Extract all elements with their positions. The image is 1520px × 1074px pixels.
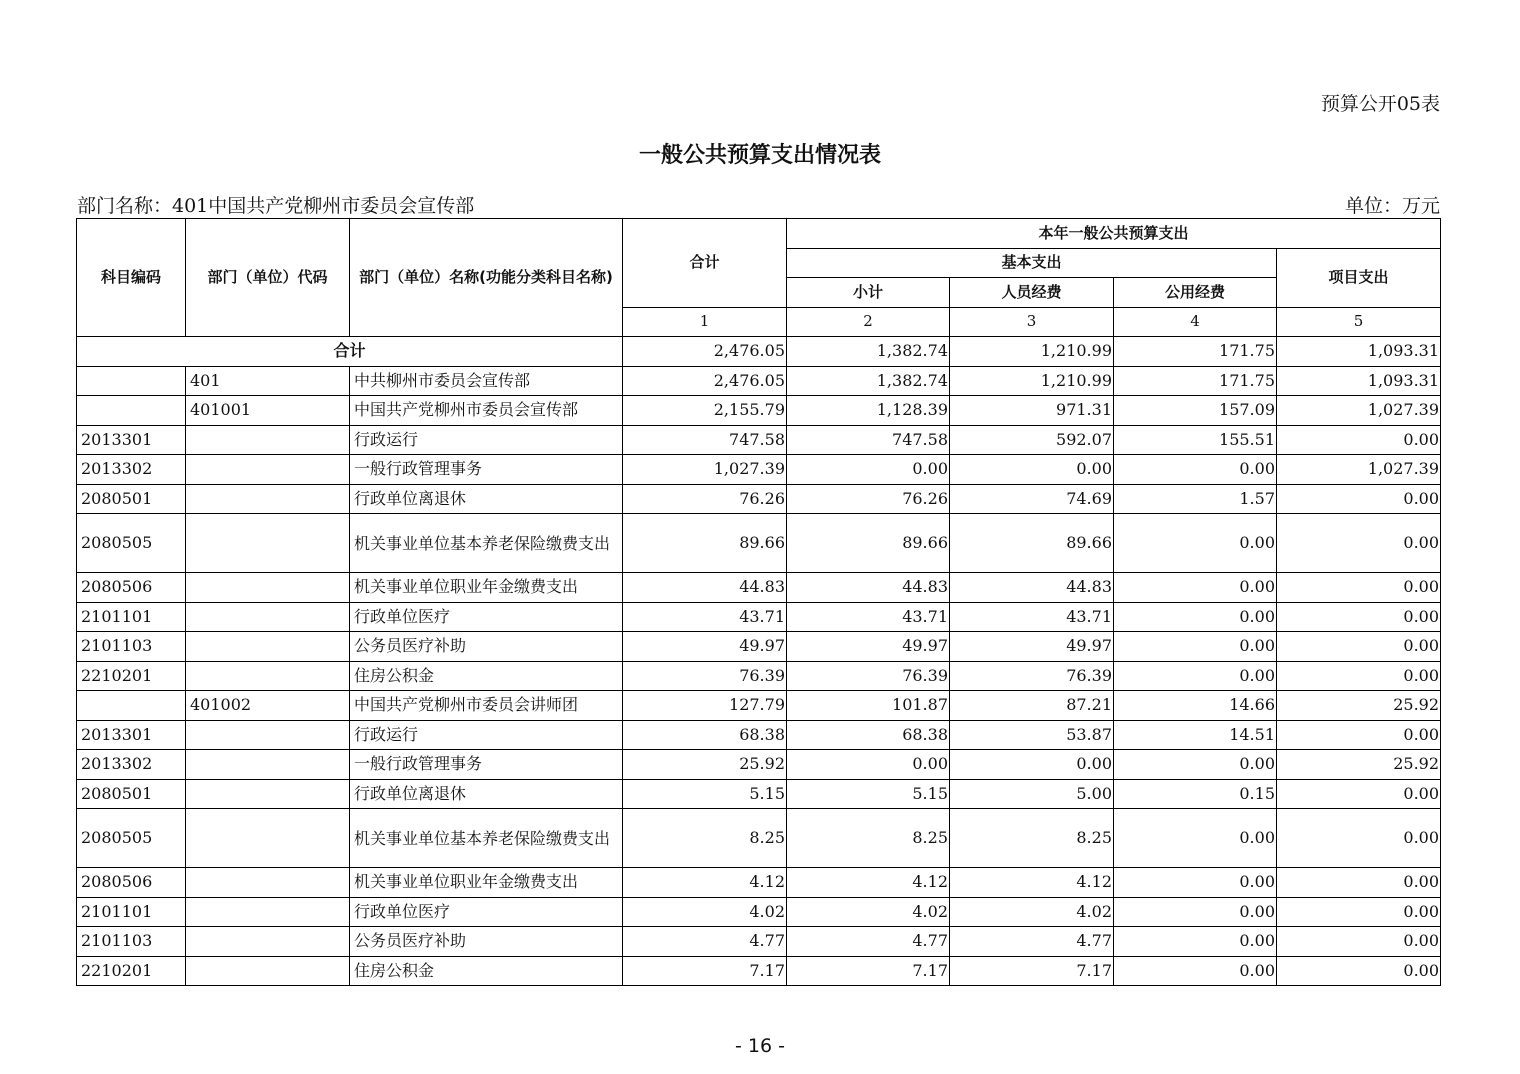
project-cell: 0.00 <box>1277 720 1441 750</box>
project-cell: 0.00 <box>1277 573 1441 603</box>
total-cell: 76.39 <box>623 661 787 691</box>
dept-code-cell <box>186 425 350 455</box>
header-dept-name: 部门（单位）名称(功能分类科目名称) <box>350 219 623 337</box>
public-cell: 0.00 <box>1114 455 1277 485</box>
public-cell: 0.00 <box>1114 661 1277 691</box>
subject-code-cell <box>77 396 186 426</box>
public-cell: 0.00 <box>1114 602 1277 632</box>
project-cell: 1,093.31 <box>1277 366 1441 396</box>
subtotal-cell: 44.83 <box>787 573 950 603</box>
personnel-cell: 4.02 <box>950 897 1114 927</box>
subtotal-cell: 89.66 <box>787 514 950 573</box>
project-cell: 25.92 <box>1277 691 1441 721</box>
subject-code-cell: 2080506 <box>77 573 186 603</box>
dept-name-cell: 行政运行 <box>350 425 623 455</box>
header-subject-code: 科目编码 <box>77 219 186 337</box>
subject-code-cell: 2080505 <box>77 809 186 868</box>
header-total: 合计 <box>623 219 787 308</box>
public-cell: 0.00 <box>1114 573 1277 603</box>
total-cell: 49.97 <box>623 632 787 662</box>
total-cell: 7.17 <box>623 956 787 986</box>
dept-name-cell: 住房公积金 <box>350 956 623 986</box>
total-cell: 2,155.79 <box>623 396 787 426</box>
dept-code-cell <box>186 779 350 809</box>
department-label: 部门名称：401中国共产党柳州市委员会宣传部 <box>77 195 475 217</box>
subtotal-cell: 4.12 <box>787 868 950 898</box>
personnel-cell: 53.87 <box>950 720 1114 750</box>
dept-code-cell <box>186 602 350 632</box>
public-cell: 1.57 <box>1114 484 1277 514</box>
total-row-total: 2,476.05 <box>623 337 787 367</box>
table-row <box>77 720 1441 750</box>
page-number: - 16 - <box>735 1035 785 1057</box>
subject-code-cell: 2101103 <box>77 927 186 957</box>
header-public: 公用经费 <box>1114 278 1277 308</box>
table-row <box>77 366 1441 396</box>
total-row-project: 1,093.31 <box>1277 337 1441 367</box>
subtotal-cell: 0.00 <box>787 455 950 485</box>
subtotal-cell: 4.77 <box>787 927 950 957</box>
dept-name-cell: 机关事业单位职业年金缴费支出 <box>350 868 623 898</box>
project-cell: 1,027.39 <box>1277 396 1441 426</box>
public-cell: 0.00 <box>1114 927 1277 957</box>
public-cell: 0.00 <box>1114 750 1277 780</box>
dept-name-cell: 中国共产党柳州市委员会讲师团 <box>350 691 623 721</box>
subject-code-cell: 2101101 <box>77 897 186 927</box>
personnel-cell: 592.07 <box>950 425 1114 455</box>
dept-code-cell <box>186 750 350 780</box>
total-cell: 89.66 <box>623 514 787 573</box>
dept-name-cell: 行政运行 <box>350 720 623 750</box>
project-cell: 0.00 <box>1277 897 1441 927</box>
table-row <box>77 956 1441 986</box>
dept-name-cell: 一般行政管理事务 <box>350 750 623 780</box>
table-row <box>77 396 1441 426</box>
subtotal-cell: 68.38 <box>787 720 950 750</box>
dept-name-cell: 中共柳州市委员会宣传部 <box>350 366 623 396</box>
dept-name-cell: 行政单位医疗 <box>350 897 623 927</box>
personnel-cell: 8.25 <box>950 809 1114 868</box>
dept-name-cell: 中国共产党柳州市委员会宣传部 <box>350 396 623 426</box>
dept-code-cell <box>186 455 350 485</box>
total-cell: 1,027.39 <box>623 455 787 485</box>
subtotal-cell: 8.25 <box>787 809 950 868</box>
unit-label: 单位：万元 <box>1344 195 1440 217</box>
project-cell: 0.00 <box>1277 956 1441 986</box>
total-cell: 68.38 <box>623 720 787 750</box>
dept-code-cell <box>186 956 350 986</box>
subject-code-cell: 2013301 <box>77 720 186 750</box>
public-cell: 157.09 <box>1114 396 1277 426</box>
subject-code-cell <box>77 366 186 396</box>
header-index-4: 4 <box>1114 307 1277 337</box>
public-cell: 0.00 <box>1114 632 1277 662</box>
table-row <box>77 809 1441 868</box>
table-row <box>77 484 1441 514</box>
project-cell: 0.00 <box>1277 514 1441 573</box>
dept-code-cell <box>186 514 350 573</box>
total-row-subtotal: 1,382.74 <box>787 337 950 367</box>
personnel-cell: 43.71 <box>950 602 1114 632</box>
dept-code-cell <box>186 809 350 868</box>
project-cell: 0.00 <box>1277 779 1441 809</box>
header-dept-code: 部门（单位）代码 <box>186 219 350 337</box>
dept-name-cell: 机关事业单位职业年金缴费支出 <box>350 573 623 603</box>
table-row <box>77 750 1441 780</box>
dept-code-cell <box>186 661 350 691</box>
dept-code-cell: 401002 <box>186 691 350 721</box>
project-cell: 25.92 <box>1277 750 1441 780</box>
project-cell: 0.00 <box>1277 927 1441 957</box>
total-cell: 8.25 <box>623 809 787 868</box>
subject-code-cell: 2013302 <box>77 455 186 485</box>
personnel-cell: 5.00 <box>950 779 1114 809</box>
subject-code-cell: 2013302 <box>77 750 186 780</box>
subject-code-cell: 2210201 <box>77 956 186 986</box>
total-cell: 2,476.05 <box>623 366 787 396</box>
total-row-label: 合计 <box>77 337 623 367</box>
form-code: 预算公开05表 <box>1320 93 1440 115</box>
personnel-cell: 87.21 <box>950 691 1114 721</box>
table-row <box>77 632 1441 662</box>
subtotal-cell: 43.71 <box>787 602 950 632</box>
header-current-year: 本年一般公共预算支出 <box>787 219 1441 249</box>
table-row <box>77 927 1441 957</box>
header-subtotal: 小计 <box>787 278 950 308</box>
subject-code-cell: 2101103 <box>77 632 186 662</box>
subject-code-cell: 2210201 <box>77 661 186 691</box>
total-cell: 747.58 <box>623 425 787 455</box>
table-row <box>77 661 1441 691</box>
subtotal-cell: 5.15 <box>787 779 950 809</box>
total-cell: 4.77 <box>623 927 787 957</box>
total-cell: 25.92 <box>623 750 787 780</box>
table-row <box>77 425 1441 455</box>
dept-code-cell <box>186 868 350 898</box>
dept-name-cell: 行政单位离退休 <box>350 484 623 514</box>
table-row <box>77 602 1441 632</box>
personnel-cell: 49.97 <box>950 632 1114 662</box>
subtotal-cell: 101.87 <box>787 691 950 721</box>
dept-code-cell <box>186 897 350 927</box>
subtotal-cell: 49.97 <box>787 632 950 662</box>
total-cell: 4.12 <box>623 868 787 898</box>
total-cell: 127.79 <box>623 691 787 721</box>
subject-code-cell: 2080501 <box>77 484 186 514</box>
subject-code-cell: 2101101 <box>77 602 186 632</box>
public-cell: 0.00 <box>1114 897 1277 927</box>
public-cell: 0.00 <box>1114 956 1277 986</box>
personnel-cell: 74.69 <box>950 484 1114 514</box>
dept-code-cell <box>186 927 350 957</box>
project-cell: 0.00 <box>1277 425 1441 455</box>
dept-name-cell: 公务员医疗补助 <box>350 927 623 957</box>
project-cell: 0.00 <box>1277 809 1441 868</box>
personnel-cell: 1,210.99 <box>950 366 1114 396</box>
dept-name-cell: 行政单位医疗 <box>350 602 623 632</box>
dept-name-cell: 行政单位离退休 <box>350 779 623 809</box>
project-cell: 0.00 <box>1277 632 1441 662</box>
public-cell: 0.00 <box>1114 868 1277 898</box>
subtotal-cell: 7.17 <box>787 956 950 986</box>
table-row <box>77 573 1441 603</box>
total-cell: 5.15 <box>623 779 787 809</box>
subject-code-cell: 2080505 <box>77 514 186 573</box>
dept-code-cell: 401001 <box>186 396 350 426</box>
subject-code-cell <box>77 691 186 721</box>
budget-table <box>76 218 1441 986</box>
dept-code-cell <box>186 632 350 662</box>
table-row <box>77 897 1441 927</box>
header-personnel: 人员经费 <box>950 278 1114 308</box>
table-row <box>77 514 1441 573</box>
subtotal-cell: 4.02 <box>787 897 950 927</box>
total-cell: 43.71 <box>623 602 787 632</box>
table-row <box>77 868 1441 898</box>
subject-code-cell: 2013301 <box>77 425 186 455</box>
public-cell: 14.66 <box>1114 691 1277 721</box>
public-cell: 0.00 <box>1114 809 1277 868</box>
table-row <box>77 691 1441 721</box>
personnel-cell: 0.00 <box>950 455 1114 485</box>
personnel-cell: 76.39 <box>950 661 1114 691</box>
subtotal-cell: 76.39 <box>787 661 950 691</box>
dept-name-cell: 住房公积金 <box>350 661 623 691</box>
header-index-1: 1 <box>623 307 787 337</box>
subtotal-cell: 747.58 <box>787 425 950 455</box>
personnel-cell: 0.00 <box>950 750 1114 780</box>
dept-name-cell: 一般行政管理事务 <box>350 455 623 485</box>
project-cell: 0.00 <box>1277 661 1441 691</box>
project-cell: 1,027.39 <box>1277 455 1441 485</box>
header-index-5: 5 <box>1277 307 1441 337</box>
subtotal-cell: 76.26 <box>787 484 950 514</box>
dept-code-cell <box>186 573 350 603</box>
header-basic: 基本支出 <box>787 248 1277 278</box>
personnel-cell: 971.31 <box>950 396 1114 426</box>
project-cell: 0.00 <box>1277 868 1441 898</box>
subject-code-cell: 2080506 <box>77 868 186 898</box>
personnel-cell: 4.77 <box>950 927 1114 957</box>
personnel-cell: 4.12 <box>950 868 1114 898</box>
dept-code-cell <box>186 484 350 514</box>
subject-code-cell: 2080501 <box>77 779 186 809</box>
public-cell: 14.51 <box>1114 720 1277 750</box>
header-index-2: 2 <box>787 307 950 337</box>
total-row <box>77 337 1441 367</box>
subtotal-cell: 1,128.39 <box>787 396 950 426</box>
subtotal-cell: 1,382.74 <box>787 366 950 396</box>
table-row <box>77 455 1441 485</box>
dept-name-cell: 机关事业单位基本养老保险缴费支出 <box>350 809 623 868</box>
dept-code-cell: 401 <box>186 366 350 396</box>
personnel-cell: 7.17 <box>950 956 1114 986</box>
total-row-personnel: 1,210.99 <box>950 337 1114 367</box>
header-index-3: 3 <box>950 307 1114 337</box>
personnel-cell: 44.83 <box>950 573 1114 603</box>
dept-name-cell: 机关事业单位基本养老保险缴费支出 <box>350 514 623 573</box>
project-cell: 0.00 <box>1277 484 1441 514</box>
public-cell: 171.75 <box>1114 366 1277 396</box>
total-cell: 4.02 <box>623 897 787 927</box>
project-cell: 0.00 <box>1277 602 1441 632</box>
subtotal-cell: 0.00 <box>787 750 950 780</box>
table-row <box>77 779 1441 809</box>
total-row-public: 171.75 <box>1114 337 1277 367</box>
personnel-cell: 89.66 <box>950 514 1114 573</box>
public-cell: 155.51 <box>1114 425 1277 455</box>
page-title: 一般公共预算支出情况表 <box>638 143 881 168</box>
dept-code-cell <box>186 720 350 750</box>
total-cell: 76.26 <box>623 484 787 514</box>
public-cell: 0.00 <box>1114 514 1277 573</box>
header-project: 项目支出 <box>1277 248 1441 307</box>
public-cell: 0.15 <box>1114 779 1277 809</box>
total-cell: 44.83 <box>623 573 787 603</box>
dept-name-cell: 公务员医疗补助 <box>350 632 623 662</box>
